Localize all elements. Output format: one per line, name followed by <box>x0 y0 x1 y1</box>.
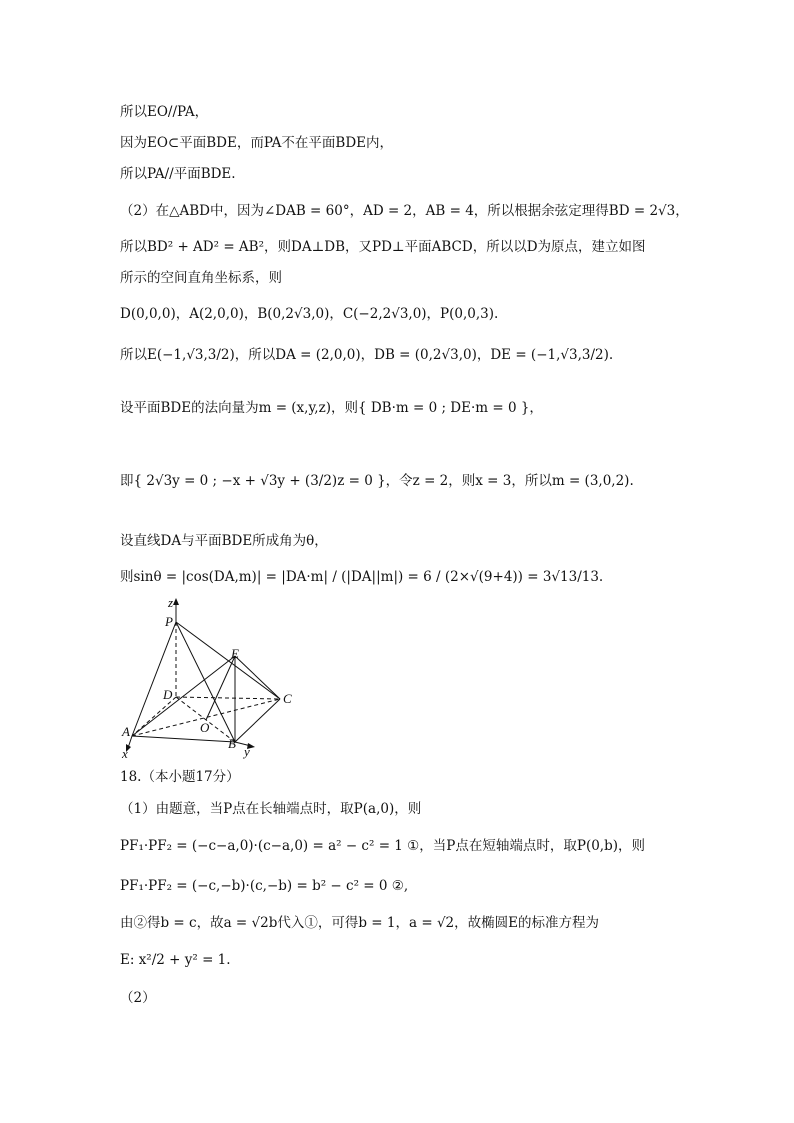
point-label-D: D <box>163 687 173 702</box>
line-2: 因为EO⊂平面BDE，而PA不在平面BDE内， <box>120 135 394 151</box>
line-9: 设平面BDE的法向量为m = (x,y,z)，则{ DB·m = 0 ; DE·m = 0 }， <box>120 400 543 416</box>
axis-label-x: x <box>122 746 128 761</box>
line-1: 所以EO//PA， <box>120 104 209 120</box>
point-label-A: A <box>122 724 130 739</box>
line-6: 所示的空间直角坐标系，则 <box>120 270 282 286</box>
line-5: 所以BD² + AD² = AB²，则DA⊥DB，又PD⊥平面ABCD，所以以D为原点，建立如图 <box>120 239 646 255</box>
line-12: 则sinθ = |cos(DA,m)| = |DA·m| / (|DA||m|) = 6 / (2×√(9+4)) = 3√13/13. <box>120 569 604 585</box>
line-7: D(0,0,0)，A(2,0,0)，B(0,2√3,0)，C(−2,2√3,0)，P(0,0,3). <box>120 306 499 322</box>
pyramid-figure <box>118 596 318 761</box>
line-4: （2）在△ABD中，因为∠DAB = 60°，AD = 2，AB = 4，所以根据余弦定理得BD = 2√3， <box>120 203 689 219</box>
line-10: 即{ 2√3y = 0 ; −x + √3y + (3/2)z = 0 }，令z = 2，则x = 3，所以m = (3,0,2). <box>120 473 634 489</box>
line-16: PF₁·PF₂ = (−c,−b)·(c,−b) = b² − c² = 0 ②, <box>120 878 409 894</box>
line-3: 所以PA//平面BDE. <box>120 166 236 182</box>
line-14: （1）由题意，当P点在长轴端点时，取P(a,0)，则 <box>120 801 422 817</box>
point-label-P: P <box>165 614 173 629</box>
point-label-E: E <box>231 646 239 661</box>
line-17: 由②得b = c，故a = √2b代入①，可得b = 1，a = √2，故椭圆E的标准方程为 <box>120 915 599 931</box>
point-label-B: B <box>228 736 236 751</box>
axis-label-z: z <box>168 596 174 610</box>
line-13: 18.（本小题17分） <box>120 769 240 785</box>
axis-label-y: y <box>244 744 250 759</box>
line-18: E: x²/2 + y² = 1. <box>120 952 231 968</box>
point-label-O: O <box>200 720 210 735</box>
point-label-C: C <box>283 691 292 706</box>
line-11: 设直线DA与平面BDE所成角为θ， <box>120 533 328 549</box>
line-15: PF₁·PF₂ = (−c−a,0)·(c−a,0) = a² − c² = 1 ①，当P点在短轴端点时，取P(0,b)，则 <box>120 838 646 854</box>
line-8: 所以E(−1,√3,3/2)，所以DA = (2,0,0)，DB = (0,2√3,0)，DE = (−1,√3,3/2). <box>120 347 614 363</box>
line-19: （2） <box>120 990 156 1006</box>
